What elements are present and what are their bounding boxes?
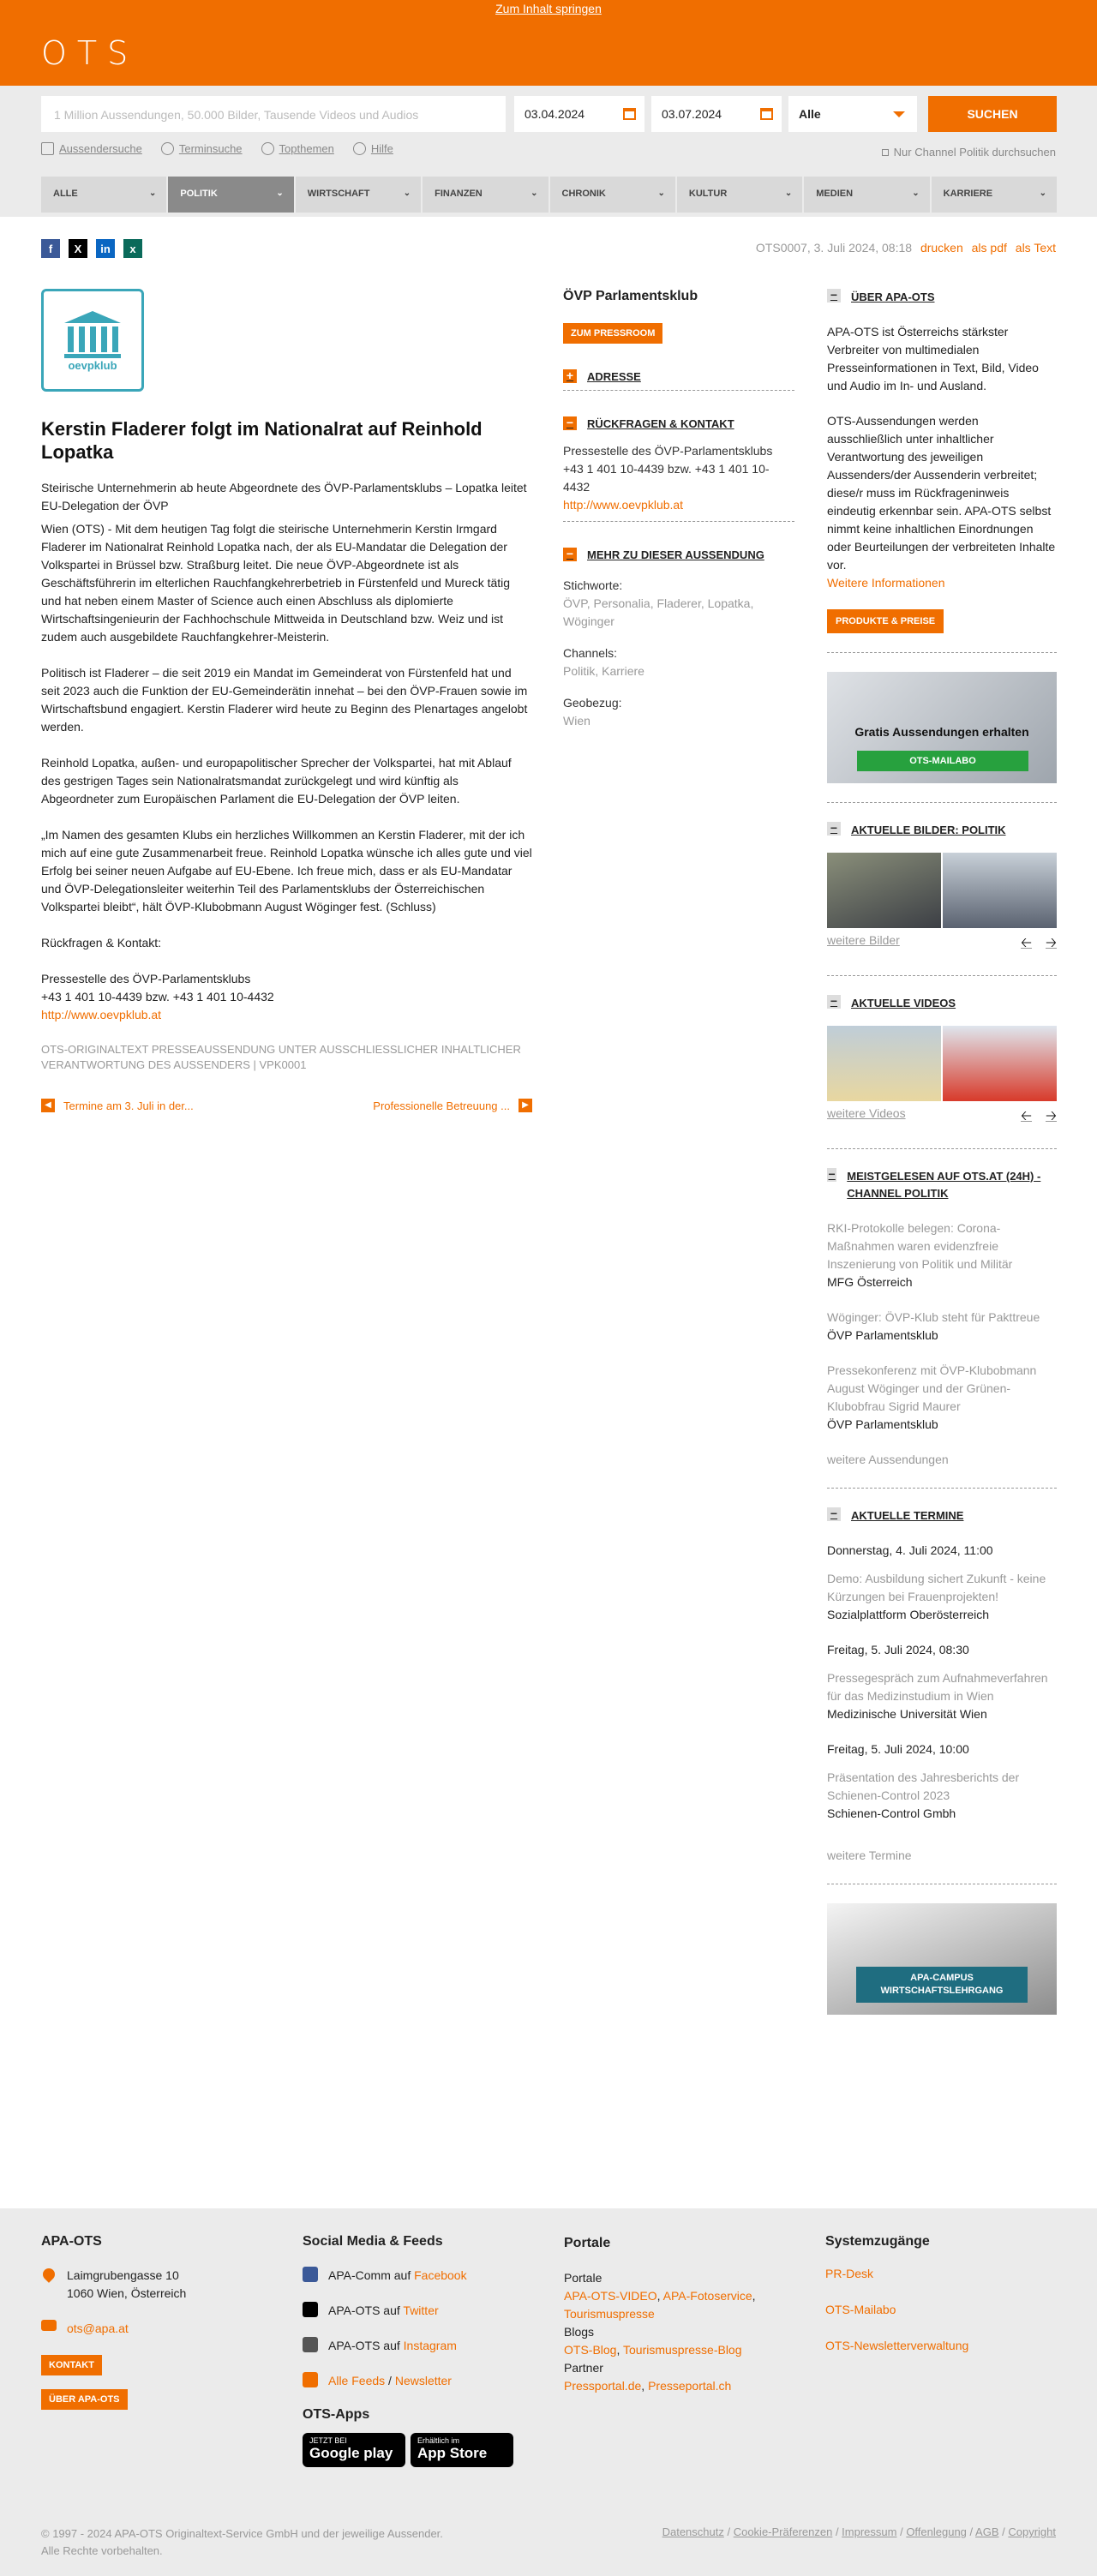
- copyright-link[interactable]: Copyright: [1008, 2525, 1056, 2538]
- footer-apa: [41, 2234, 273, 2410]
- date-to-field[interactable]: [651, 96, 782, 132]
- geo-label: Geobezug:: [563, 696, 622, 710]
- chevron-down-icon: ⌄: [1039, 189, 1046, 198]
- legal-links: Datenschutz / Cookie-Präferenzen / Impressum / Offenlegung / AGB / Copyright: [662, 2525, 1056, 2538]
- chevron-down-icon: ⌄: [148, 189, 157, 198]
- photos-section: [827, 802, 1057, 956]
- sender-name: ÖVP Parlamentsklub: [563, 289, 698, 303]
- print-link[interactable]: drucken: [920, 241, 963, 255]
- twitter-link[interactable]: Twitter: [403, 2303, 439, 2317]
- mail-icon: [41, 2320, 57, 2331]
- videos-section: [827, 975, 1057, 1129]
- ad-banner[interactable]: [827, 1903, 1057, 2015]
- sender-search-link[interactable]: [41, 142, 142, 155]
- pr-desk-link[interactable]: PR-Desk: [825, 2267, 874, 2280]
- arrow-right-icon[interactable]: 🡢: [1046, 1109, 1057, 1123]
- copyright-line: © 1997 - 2024 APA-OTS Originaltext-Service GmbH und der jeweilige Aussender.: [41, 2527, 443, 2540]
- prev-article-label: Termine am 3. Juli in der...: [63, 1099, 194, 1112]
- contact-phone: +43 1 401 10-4439 bzw. +43 1 401 10-4432: [41, 990, 274, 1003]
- site-footer: [0, 2208, 1097, 2576]
- event-date: Freitag, 5. Juli 2024, 08:30: [827, 1643, 969, 1656]
- address-line: 1060 Wien, Österreich: [67, 2286, 187, 2300]
- minus-icon: −: [563, 548, 577, 561]
- arrow-left-icon: ◀: [41, 1099, 55, 1112]
- popular-link[interactable]: Wöginger: ÖVP-Klub steht für Pakttreue: [827, 1310, 1040, 1324]
- minus-icon[interactable]: −: [827, 289, 841, 303]
- contact-heading: RÜCKFRAGEN & KONTAKT: [587, 416, 734, 430]
- chevron-down-icon: [893, 111, 905, 117]
- clock-icon: [161, 142, 174, 155]
- event-date: Freitag, 5. Juli 2024, 10:00: [827, 1742, 969, 1756]
- paragraph: Wien (OTS) - Mit dem heutigen Tag folgt die steirische Unternehmerin Kerstin Irmgard Fladerer im Nationalrat Reinhold Lopatka nach, der als EU-Mandatar die Delegation der Volkspartei in Brüssel bzw. Straßburg leitet. Die neue ÖVP-Abgeordnete ist als Geschäftsführerin im elterlichen Rauchfangkehrerbetrieb in Fürstenfeld und Mureck tätig und hat neben einem Master of Science auch einen Abschluss als diplomierte Wirtschaftsingenieurin der Fachhochschule Mittweida in Deutschland bzw. Weiz und ist zudem auch ausgebildete Rauchfangkehrer-Meisterin.: [41, 522, 511, 644]
- address-heading: ADRESSE: [587, 369, 641, 383]
- more-section: [563, 548, 794, 737]
- category-select[interactable]: [788, 96, 917, 132]
- contact-button[interactable]: KONTAKT: [41, 2355, 102, 2375]
- ad-mailabo-button[interactable]: OTS-MAILABO: [857, 751, 1028, 771]
- minus-icon[interactable]: −: [827, 995, 841, 1009]
- chevron-down-icon: ⌄: [912, 189, 920, 198]
- facebook-icon: [303, 2267, 318, 2282]
- photo-thumbnail[interactable]: [827, 853, 941, 928]
- nav-item-kultur[interactable]: [677, 177, 802, 213]
- event-source: Medizinische Universität Wien: [827, 1707, 987, 1721]
- chevron-down-icon: ⌄: [657, 189, 665, 198]
- minus-icon: −: [563, 416, 577, 430]
- sender-contact-url[interactable]: http://www.oevpklub.at: [563, 498, 684, 512]
- blogs-label: Blogs: [564, 2325, 595, 2339]
- x-icon[interactable]: X: [69, 239, 87, 258]
- portals-label: Portale: [564, 2271, 602, 2285]
- category-select-value: Alle: [799, 107, 821, 121]
- email-link[interactable]: ots@apa.at: [67, 2321, 129, 2335]
- partner-label: Partner: [564, 2361, 603, 2375]
- more-info-link[interactable]: Weitere Informationen: [827, 576, 945, 590]
- geo-link[interactable]: Wien: [563, 714, 590, 728]
- more-events-link[interactable]: weitere Termine: [827, 1848, 912, 1862]
- sender-info: [563, 289, 794, 737]
- blog-link[interactable]: Tourismuspresse-Blog: [623, 2343, 742, 2357]
- mailabo-link[interactable]: OTS-Mailabo: [825, 2303, 896, 2316]
- footer-heading: Portale: [564, 2236, 611, 2250]
- channel-nav: [41, 177, 1057, 213]
- nav-item-wirtschaft[interactable]: [296, 177, 421, 213]
- nav-label: KARRIERE: [943, 189, 993, 199]
- sender-logo[interactable]: [41, 289, 144, 392]
- next-article-label: Professionelle Betreuung ...: [373, 1099, 510, 1112]
- badge-text: Google play: [309, 2445, 393, 2461]
- keywords-label: Stichworte:: [563, 578, 623, 592]
- google-play-badge[interactable]: [303, 2433, 405, 2467]
- contact-url[interactable]: http://www.oevpklub.at: [41, 1008, 162, 1021]
- help-icon: [353, 142, 366, 155]
- event-search-label[interactable]: Terminsuche: [178, 142, 243, 155]
- channel-link[interactable]: Politik: [563, 664, 596, 678]
- share-bar: [41, 239, 142, 258]
- arrow-right-icon: ▶: [519, 1099, 532, 1112]
- event-date: Donnerstag, 4. Juli 2024, 11:00: [827, 1543, 993, 1557]
- apps-heading: OTS-Apps: [303, 2407, 370, 2422]
- about-heading: [827, 289, 1057, 306]
- ad-text: Gratis Aussendungen erhalten: [854, 725, 1029, 739]
- contact-toggle[interactable]: [563, 416, 794, 430]
- footer-system: [825, 2234, 1057, 2352]
- nav-label: MEDIEN: [816, 189, 854, 199]
- footer-heading: Systemzugänge: [825, 2234, 930, 2249]
- x-icon: [303, 2302, 318, 2317]
- app-store-badge[interactable]: [411, 2433, 513, 2467]
- nav-item-alle[interactable]: [41, 177, 166, 213]
- calendar-icon[interactable]: [623, 108, 636, 120]
- about-text-2: OTS-Aussendungen werden ausschließlich unter inhaltlicher Verantwortung des jeweiligen Aussenders/der Aussenderin verbreitet; diese/r muss im Rückfrageninweis eindeutig erkennbar sein. APA-OTS selbst nimmt keine inhaltlichen Einordnungen oder Beurteilungen der verbreiteten Inhalte vor.: [827, 414, 1056, 572]
- video-thumbnail[interactable]: [827, 1026, 941, 1101]
- paragraph: Reinhold Lopatka, außen- und europapolitischer Sprecher der Volkspartei, hat mit Ablauf des gestrigen Tages sein Nationalratsmandat zurückgelegt und wird künftig als Abgeordneter zum Europäischen Parlament die EU-Delegation der ÖVP leiten.: [41, 756, 512, 806]
- video-strip: [827, 1026, 1057, 1101]
- rss-icon: [303, 2372, 318, 2387]
- help-label[interactable]: Hilfe: [370, 142, 393, 155]
- newsletter-link[interactable]: Newsletter: [394, 2374, 452, 2387]
- social-label: APA-OTS auf: [328, 2303, 400, 2317]
- portal-link[interactable]: Tourismuspresse: [564, 2307, 655, 2321]
- arrow-right-icon[interactable]: 🡢: [1046, 936, 1057, 950]
- footer-heading: APA-OTS: [41, 2234, 102, 2249]
- sender-search-label[interactable]: Aussendersuche: [59, 142, 142, 155]
- event-source: Schienen-Control Gmbh: [827, 1806, 956, 1820]
- nav-label: KULTUR: [688, 189, 728, 199]
- keyword-link[interactable]: Fladerer: [656, 596, 701, 610]
- disclosure-link[interactable]: Offenlegung: [906, 2525, 967, 2538]
- badge-small-text: Erhältlich im: [417, 2436, 460, 2445]
- partner-link[interactable]: Pressportal.de: [564, 2379, 642, 2393]
- address-line: Laimgrubengasse 10: [67, 2268, 179, 2282]
- compass-icon: [261, 142, 274, 155]
- photo-strip: [827, 853, 1057, 928]
- site-header: [0, 0, 1097, 86]
- nav-label: WIRTSCHAFT: [307, 189, 370, 199]
- contact-label: Rückfragen & Kontakt:: [41, 936, 162, 950]
- badge-text: App Store: [417, 2445, 488, 2461]
- popular-section: [827, 1148, 1057, 1469]
- nav-label: ALLE: [53, 189, 78, 199]
- keyword-link[interactable]: Personalia: [593, 596, 650, 610]
- nav-item-karriere[interactable]: [932, 177, 1057, 213]
- article-meta: [756, 241, 1056, 255]
- instagram-icon: [303, 2337, 318, 2352]
- about-text-1: APA-OTS ist Österreichs stärkster Verbreiter von multimedialen Presseinformationen in Text, Bild, Video und Audio im In- und Ausland.: [827, 325, 1039, 392]
- location-icon: [40, 2266, 57, 2283]
- article-title: Kerstin Fladerer folgt im Nationalrat auf Reinhold Lopatka: [41, 418, 483, 463]
- pdf-link[interactable]: als pdf: [971, 241, 1007, 255]
- more-photos-link[interactable]: weitere Bilder: [827, 933, 900, 947]
- prev-article-link[interactable]: [41, 1099, 194, 1112]
- ad-banner[interactable]: [827, 672, 1057, 783]
- chevron-down-icon: ⌄: [276, 189, 284, 198]
- cookie-link[interactable]: Cookie-Präferenzen: [733, 2525, 833, 2538]
- nav-item-politik[interactable]: [168, 177, 293, 213]
- facebook-link[interactable]: Facebook: [414, 2268, 467, 2282]
- minus-icon[interactable]: −: [827, 822, 841, 836]
- event-search-link[interactable]: [161, 142, 243, 155]
- more-toggle[interactable]: [563, 548, 794, 561]
- products-button[interactable]: PRODUKTE & PREISE: [827, 609, 944, 633]
- event-link[interactable]: Demo: Ausbildung sichert Zukunft - keine Kürzungen bei Frauenprojekten!: [827, 1572, 1046, 1603]
- imprint-link[interactable]: Impressum: [842, 2525, 897, 2538]
- about-heading-label: ÜBER APA-OTS: [851, 291, 935, 303]
- contact-section: [563, 416, 794, 522]
- popular-source: ÖVP Parlamentsklub: [827, 1417, 938, 1431]
- skip-link[interactable]: Zum Inhalt springen: [495, 2, 602, 15]
- more-heading: MEHR ZU DIESER AUSSENDUNG: [587, 548, 764, 561]
- about-button[interactable]: ÜBER APA-OTS: [41, 2389, 128, 2410]
- arrow-left-icon[interactable]: 🡠: [1021, 936, 1033, 950]
- top-topics-link[interactable]: [261, 142, 334, 155]
- sender-logo-text: oevpklub: [68, 358, 117, 372]
- keyword-link[interactable]: Lopatka: [707, 596, 751, 610]
- copyright: [41, 2525, 443, 2560]
- blog-link[interactable]: OTS-Blog: [564, 2343, 617, 2357]
- separator: /: [388, 2374, 392, 2387]
- event-link[interactable]: Pressegespräch zum Aufnahmeverfahren für das Medizinstudium in Wien: [827, 1671, 1048, 1703]
- original-text-note: OTS-ORIGINALTEXT PRESSEAUSSENDUNG UNTER AUSSCHLIESSLICHER INHALTLICHER VERANTWORTUNG DES AUSSENDERS | VPK0001: [41, 1043, 521, 1071]
- article: [41, 289, 532, 1112]
- xing-icon[interactable]: x: [123, 239, 142, 258]
- more-videos-link[interactable]: weitere Videos: [827, 1106, 906, 1120]
- channel-link[interactable]: Karriere: [602, 664, 644, 678]
- chevron-down-icon: ⌄: [403, 189, 411, 198]
- events-heading: AKTUELLE TERMINE: [851, 1509, 964, 1522]
- help-link[interactable]: [353, 142, 393, 155]
- search-links: [41, 142, 393, 155]
- search-bar: [0, 86, 1097, 217]
- building-icon: [41, 142, 54, 155]
- channel-only-label: Nur Channel Politik durchsuchen: [893, 146, 1056, 159]
- article-pagination: [41, 1099, 532, 1112]
- article-body: [41, 520, 532, 1073]
- contact-org: Pressestelle des ÖVP-Parlamentsklubs: [41, 972, 251, 985]
- pressroom-button[interactable]: ZUM PRESSROOM: [563, 323, 662, 344]
- copyright-line: Alle Rechte vorbehalten.: [41, 2544, 163, 2557]
- videos-heading: AKTUELLE VIDEOS: [851, 997, 956, 1009]
- instagram-link[interactable]: Instagram: [403, 2339, 457, 2352]
- facebook-icon[interactable]: f: [41, 239, 60, 258]
- keyword-link[interactable]: Wöginger: [563, 614, 614, 628]
- newsletter-admin-link[interactable]: OTS-Newsletterverwaltung: [825, 2339, 969, 2352]
- keyword-link[interactable]: ÖVP: [563, 596, 587, 610]
- footer-heading: Social Media & Feeds: [303, 2234, 443, 2249]
- popular-link[interactable]: RKI-Protokolle belegen: Corona-Maßnahmen waren evidenzfreie Inszenierung von Politik und Militär: [827, 1221, 1013, 1271]
- linkedin-icon[interactable]: in: [96, 239, 115, 258]
- video-thumbnail[interactable]: [943, 1026, 1057, 1101]
- privacy-link[interactable]: Datenschutz: [662, 2525, 724, 2538]
- keywords: ÖVP, Personalia, Fladerer, Lopatka, Wöginger: [563, 596, 754, 628]
- nav-label: FINANZEN: [435, 189, 483, 199]
- footer-social: [303, 2234, 534, 2467]
- sidebar: [827, 289, 1057, 2015]
- channels: Politik, Karriere: [563, 664, 644, 678]
- nav-item-chronik[interactable]: [550, 177, 675, 213]
- minus-icon[interactable]: −: [828, 1167, 836, 1181]
- portal-link[interactable]: APA-OTS-VIDEO: [564, 2289, 657, 2303]
- top-topics-label[interactable]: Topthemen: [279, 142, 334, 155]
- search-input[interactable]: 1 Million Aussendungen, 50.000 Bilder, Tausende Videos und Audios: [41, 96, 506, 132]
- photo-thumbnail[interactable]: [943, 853, 1057, 928]
- ad-campus-text: APA-CAMPUS WIRTSCHAFTSLEHRGANG: [856, 1967, 1028, 2003]
- sender-contact-org: Pressestelle des ÖVP-Parlamentsklubs: [563, 444, 773, 458]
- nav-label: CHRONIK: [561, 189, 606, 199]
- social-label: APA-Comm auf: [328, 2268, 411, 2282]
- nav-item-finanzen[interactable]: [423, 177, 548, 213]
- sender-contact-phone: +43 1 401 10-4439 bzw. +43 1 401 10-4432: [563, 462, 770, 494]
- channel-only-checkbox[interactable]: [882, 146, 1056, 159]
- nav-label: POLITIK: [180, 189, 218, 199]
- event-link[interactable]: Präsentation des Jahresberichts der Schienen-Control 2023: [827, 1770, 1020, 1802]
- nav-item-medien[interactable]: [804, 177, 929, 213]
- date-from-field[interactable]: [514, 96, 644, 132]
- ots-id: OTS0007, 3. Juli 2024, 08:18: [755, 241, 913, 255]
- feeds-link[interactable]: Alle Feeds: [328, 2374, 386, 2387]
- article-lead: Steirische Unternehmerin ab heute Abgeordnete des ÖVP-Parlamentsklubs – Lopatka leitet EU-Delegation der ÖVP: [41, 481, 527, 512]
- social-label: APA-OTS auf: [328, 2339, 400, 2352]
- footer-portals: Portale Portale APA-OTS-VIDEO, APA-Fotoservice, Tourismuspresse Blogs OTS-Blog, Tourismuspresse-Blog Partner Pressportal.de, Presseportal.ch: [564, 2234, 795, 2395]
- minus-icon[interactable]: −: [827, 1507, 841, 1521]
- popular-heading: MEISTGELESEN AUF OTS.AT (24H) - CHANNEL POLITIK: [847, 1170, 1041, 1200]
- event-source: Sozialplattform Oberösterreich: [827, 1608, 990, 1621]
- badge-small-text: JETZT BEI: [309, 2436, 347, 2445]
- parliament-icon: [63, 309, 123, 359]
- site-logo[interactable]: OTS: [41, 34, 139, 72]
- ad-campus[interactable]: [827, 1884, 1057, 2015]
- chevron-down-icon: ⌄: [531, 189, 538, 198]
- text-link[interactable]: als Text: [1015, 241, 1056, 255]
- paragraph: „Im Namen des gesamten Klubs ein herzliches Willkommen an Kerstin Fladerer, mit der ich mich auf eine gute Zusammenarbeit freue. Reinhold Lopatka wünsche ich alles gute und viel Erfolg bei seiner neuen Aufgabe auf EU-Ebene. Ich freue mich, dass er als EU-Mandatar und ÖVP-Delegationsleiter weiterhin Teil des Parlamentsklubs der Österreichischen Volkspartei bleibt“, hält ÖVP-Klubobmann August Wöginger fest. (Schluss): [41, 828, 532, 914]
- ad-mailabo[interactable]: [827, 652, 1057, 783]
- popular-source: MFG Österreich: [827, 1275, 913, 1289]
- plus-icon: +: [563, 369, 577, 383]
- arrow-left-icon[interactable]: 🡠: [1021, 1109, 1033, 1123]
- terms-link[interactable]: AGB: [975, 2525, 999, 2538]
- more-releases-link[interactable]: weitere Aussendungen: [827, 1453, 949, 1466]
- search-button[interactable]: SUCHEN: [928, 96, 1057, 132]
- chevron-down-icon: ⌄: [784, 189, 793, 198]
- partner-link[interactable]: Presseportal.ch: [648, 2379, 732, 2393]
- portal-link[interactable]: APA-Fotoservice: [662, 2289, 752, 2303]
- photos-heading: AKTUELLE BILDER: POLITIK: [851, 824, 1006, 836]
- events-section: [827, 1488, 1057, 1865]
- next-article-link[interactable]: [373, 1099, 532, 1112]
- date-from-value: 03.04.2024: [525, 107, 585, 121]
- calendar-icon[interactable]: [760, 108, 773, 120]
- paragraph: Politisch ist Fladerer – die seit 2019 ein Mandat im Gemeinderat von Fürstenfeld hat und seit 2023 auch die Funktion der EU-Gemeinderätin innehat – bei den ÖVP-Frauen sowie im Wirtschaftsbund engagiert. Kerstin Fladerer wird heute zu Beginn des Plenartages angelobt werden.: [41, 666, 528, 734]
- date-to-value: 03.07.2024: [662, 107, 722, 121]
- popular-source: ÖVP Parlamentsklub: [827, 1328, 938, 1342]
- checkbox-icon[interactable]: [882, 149, 889, 156]
- channels-label: Channels:: [563, 646, 618, 660]
- address-toggle[interactable]: [563, 369, 794, 383]
- popular-link[interactable]: Pressekonferenz mit ÖVP-Klubobmann August Wöginger und der Grünen-Klubobfrau Sigrid Maurer: [827, 1363, 1037, 1413]
- address-section: [563, 369, 794, 391]
